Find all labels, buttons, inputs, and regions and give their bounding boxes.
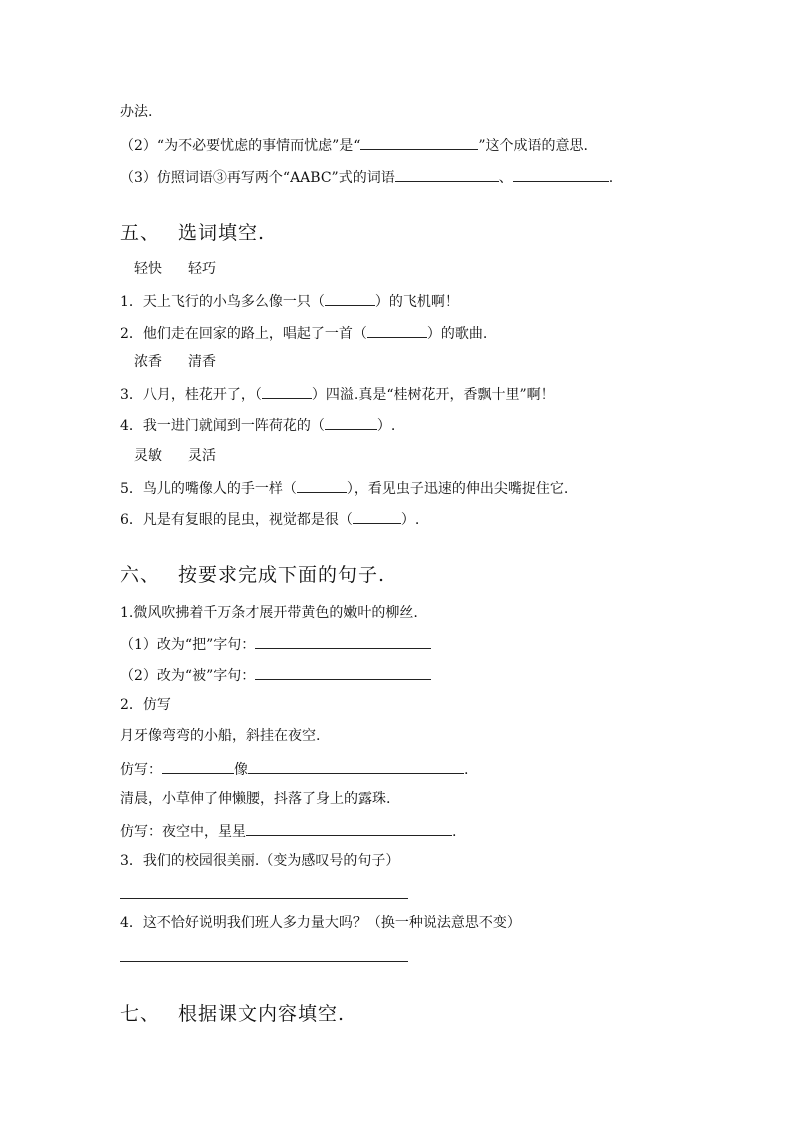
answer-blank[interactable] <box>262 384 312 399</box>
answer-blank[interactable] <box>367 323 427 338</box>
sec5-question-2: 2．他们走在回家的路上，唱起了一首（ ）的歌曲. <box>120 323 487 343</box>
answer-blank[interactable] <box>255 665 431 680</box>
answer-blank[interactable] <box>246 821 452 836</box>
word-choices-2: 浓香 清香 <box>134 354 216 370</box>
answer-line[interactable] <box>120 898 408 899</box>
answer-blank[interactable] <box>395 167 499 182</box>
section-7-heading: 七、 根据课文内容填空. <box>120 1003 346 1025</box>
sec5-question-6: 6．凡是有复眼的昆虫，视觉都是很（ ）. <box>120 509 419 529</box>
answer-line[interactable] <box>120 961 408 962</box>
answer-blank[interactable] <box>248 759 464 774</box>
word-choices-1: 轻快 轻巧 <box>134 261 216 277</box>
answer-blank[interactable] <box>162 759 234 774</box>
answer-blank[interactable] <box>513 167 609 182</box>
answer-blank[interactable] <box>297 478 347 493</box>
sec5-question-1: 1．天上飞行的小鸟多么像一只（ ）的飞机啊！ <box>120 291 459 311</box>
sec6-question-4: 4．这不恰好说明我们班人多力量大吗？（换一种说法意思不变） <box>120 915 521 931</box>
sec4-question-3: （3）仿照词语③再写两个“AABC”式的词语 、 . <box>120 167 613 187</box>
sec5-question-5: 5．鸟儿的嘴像人的手一样（ ），看见虫子迅速的伸出尖嘴捉住它. <box>120 478 568 498</box>
sec6-imitate-1: 仿写： 像 . <box>120 759 468 779</box>
sec6-imitate-2: 仿写：夜空中，星星 . <box>120 821 456 841</box>
sec6-question-1: 1.微风吹拂着千万条才展开带黄色的嫩叶的柳丝. <box>120 605 418 621</box>
answer-blank[interactable] <box>353 509 401 524</box>
word-choices-3: 灵敏 灵活 <box>134 448 216 464</box>
answer-blank[interactable] <box>255 634 431 649</box>
sec5-question-3: 3．八月，桂花开了，（ ）四溢.真是“桂树花开，香飘十里”啊！ <box>120 384 555 404</box>
sec6-example-2: 清晨，小草伸了伸懒腰，抖落了身上的露珠. <box>120 791 391 807</box>
answer-blank[interactable] <box>325 415 377 430</box>
sec6-question-1b: （2）改为“被”字句： <box>120 665 431 685</box>
answer-blank[interactable] <box>360 135 478 150</box>
sec6-question-3: 3．我们的校园很美丽.（变为感叹号的句子） <box>120 853 400 869</box>
sec6-example-1: 月牙像弯弯的小船，斜挂在夜空. <box>120 728 321 744</box>
section-6-heading: 六、 按要求完成下面的句子. <box>120 564 386 586</box>
sec4-question-2: （2）“为不必要忧虑的事情而忧虑”是“ ”这个成语的意思. <box>120 135 588 155</box>
sec5-question-4: 4．我一进门就闻到一阵荷花的（ ）. <box>120 415 395 435</box>
sec6-question-2: 2．仿写 <box>120 697 171 713</box>
sec4-continuation: 办法. <box>120 104 153 120</box>
sec6-question-1a: （1）改为“把”字句： <box>120 634 431 654</box>
section-5-heading: 五、 选词填空. <box>120 222 266 244</box>
answer-blank[interactable] <box>325 291 375 306</box>
